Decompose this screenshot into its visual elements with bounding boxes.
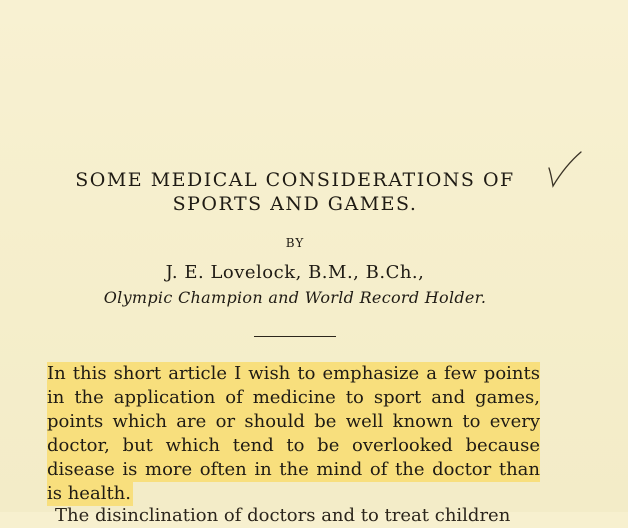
article-title-line-1: SOME MEDICAL CONSIDERATIONS OF (75, 169, 515, 191)
paragraph-line: points which are or should be well known to every (47, 411, 540, 432)
paragraph-line: is health. (47, 483, 131, 504)
author-subtitle: Olympic Champion and World Record Holder. (103, 288, 487, 307)
paragraph-line: In this short article I wish to emphasize a few points (47, 363, 540, 384)
author-name: J. E. Lovelock, B.M., B.Ch., (165, 262, 425, 283)
article-title-line-2: SPORTS AND GAMES. (172, 193, 418, 215)
byline-label: BY (285, 236, 305, 250)
paragraph-next-line: The disinclination of doctors and to treat children (55, 505, 511, 526)
paragraph-line: doctor, but which tend to be overlooked because (47, 435, 540, 456)
check-mark-icon (545, 150, 585, 190)
paragraph-line: in the application of medicine to sport and games, (47, 387, 540, 408)
paragraph-line: disease is more often in the mind of the doctor than (47, 459, 540, 480)
section-divider (254, 336, 336, 337)
